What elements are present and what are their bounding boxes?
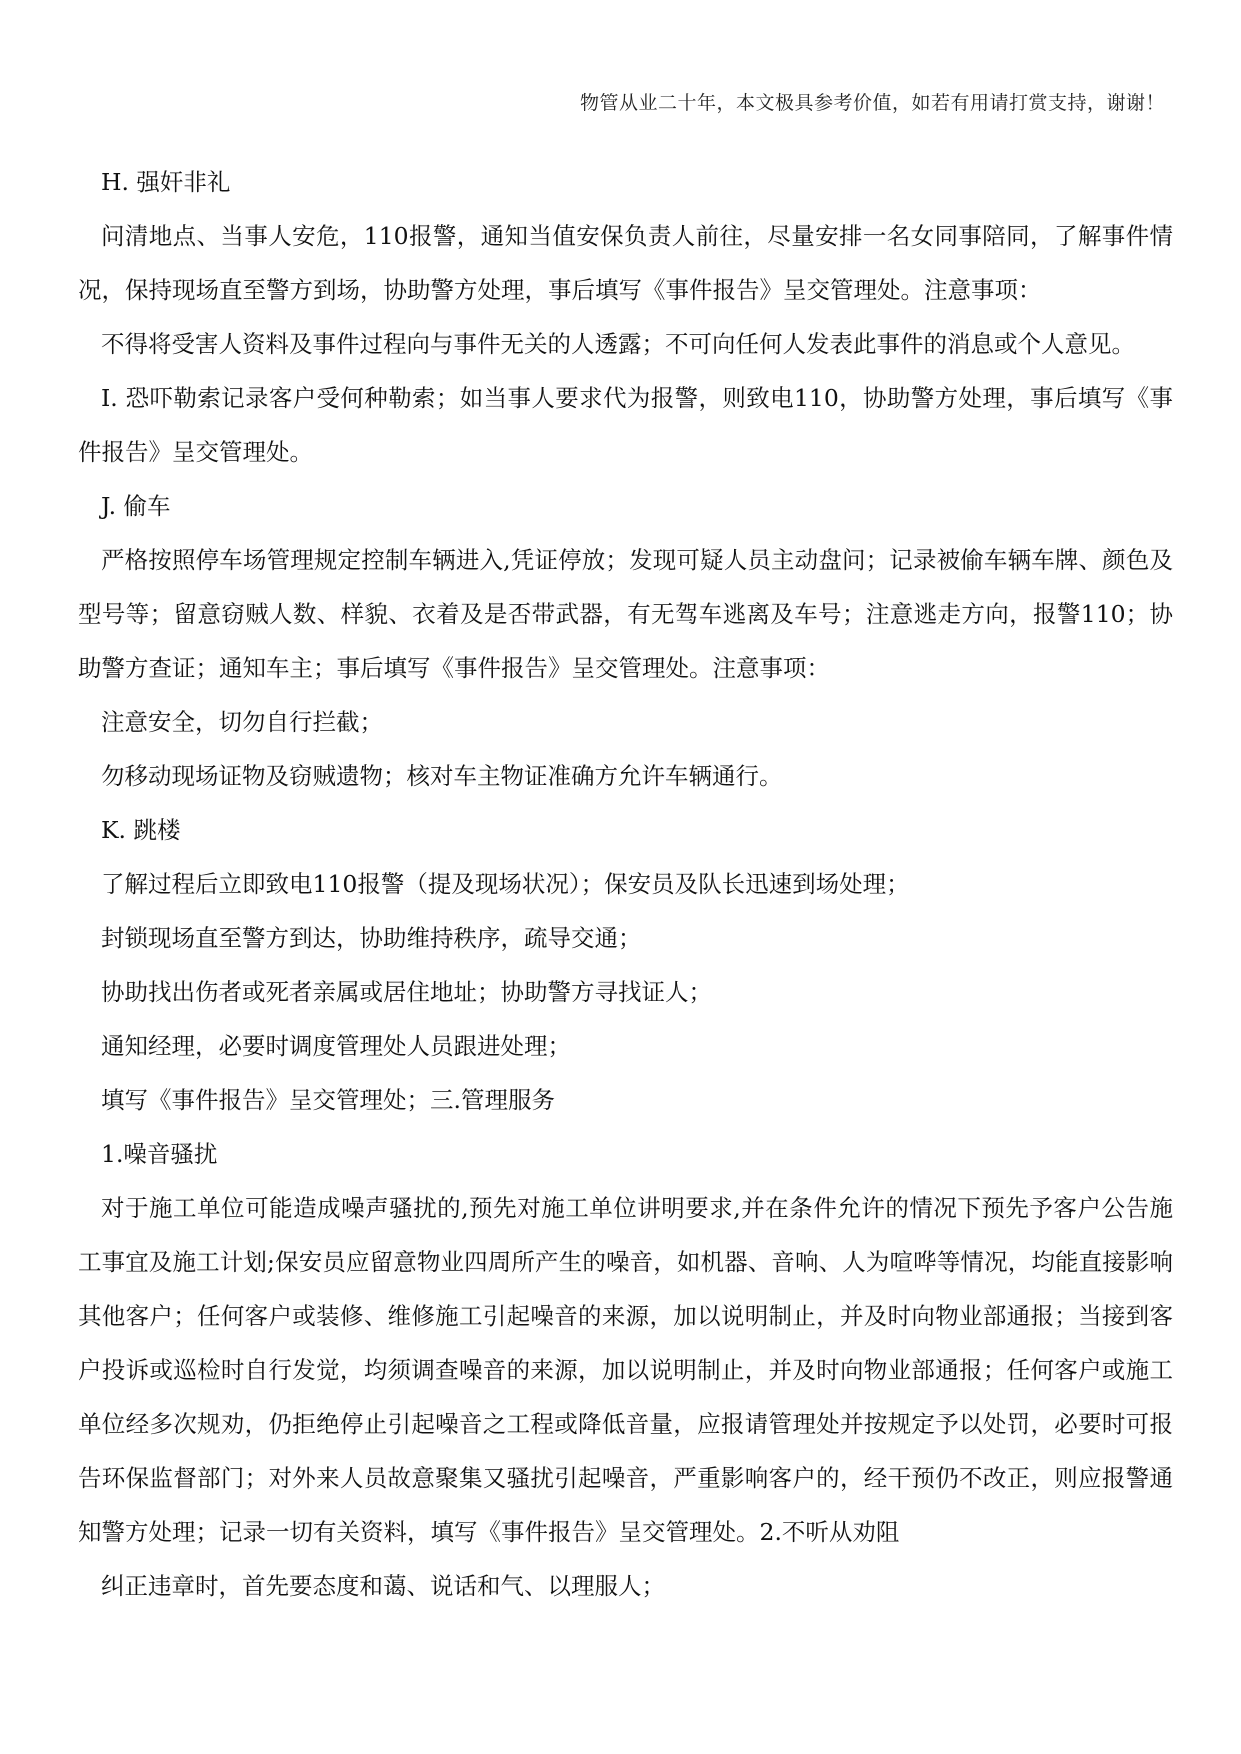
header-note: 物管从业二十年，本文极具参考价值，如若有用请打赏支持，谢谢！ bbox=[579, 92, 1165, 114]
paragraph: 协助找出伤者或死者亲属或居住地址；协助警方寻找证人； bbox=[101, 978, 712, 1006]
paragraph: 严格按照停车场管理规定控制车辆进入,凭证停放；发现可疑人员主动盘问；记录被偷车辆车牌、颜色及型号等；留意窃贼人数、样貌、衣着及是否带武器，有无驾车逃离及车号；注意逃走方向，报警110；协助警方查证；通知车主；事后填写《事件报告》呈交管理处。注意事项： bbox=[78, 546, 1173, 682]
document-body bbox=[78, 155, 1173, 1613]
paragraph: 对于施工单位可能造成噪声骚扰的,预先对施工单位讲明要求,并在条件允许的情况下预先予客户公告施工事宜及施工计划;保安员应留意物业四周所产生的噪音，如机器、音响、人为喧哗等情况，均能直接影响其他客户；任何客户或装修、维修施工引起噪音的来源，加以说明制止，并及时向物业部通报；当接到客户投诉或巡检时自行发觉，均须调查噪音的来源，加以说明制止，并及时向物业部通报；任何客户或施工单位经多次规劝，仍拒绝停止引起噪音之工程或降低音量，应报请管理处并按规定予以处罚，必要时可报告环保监督部门；对外来人员故意聚集又骚扰引起噪音，严重影响客户的，经干预仍不改正，则应报警通知警方处理；记录一切有关资料，填写《事件报告》呈交管理处。2.不听从劝阻 bbox=[78, 1194, 1173, 1546]
paragraph: 勿移动现场证物及窃贼遗物；核对车主物证准确方允许车辆通行。 bbox=[101, 762, 783, 790]
paragraph: 问清地点、当事人安危，110报警，通知当值安保负责人前往，尽量安排一名女同事陪同，了解事件情况，保持现场直至警方到场，协助警方处理，事后填写《事件报告》呈交管理处。注意事项： bbox=[78, 222, 1173, 304]
paragraph: 纠正违章时，首先要态度和蔼、说话和气、以理服人； bbox=[101, 1572, 665, 1600]
paragraph: I. 恐吓勒索记录客户受何种勒索；如当事人要求代为报警，则致电110，协助警方处理，事后填写《事件报告》呈交管理处。 bbox=[78, 384, 1173, 466]
section-heading-h: H. 强奸非礼 bbox=[101, 168, 231, 196]
section-heading-noise: 1.噪音骚扰 bbox=[101, 1140, 218, 1168]
section-heading-k: K. 跳楼 bbox=[101, 816, 181, 844]
section-heading-j: J. 偷车 bbox=[101, 492, 171, 520]
paragraph: 不得将受害人资料及事件过程向与事件无关的人透露；不可向任何人发表此事件的消息或个人意见。 bbox=[101, 330, 1135, 358]
paragraph: 了解过程后立即致电110报警（提及现场状况）；保安员及队长迅速到场处理； bbox=[101, 870, 910, 898]
paragraph: 注意安全，切勿自行拦截； bbox=[101, 708, 383, 736]
paragraph: 填写《事件报告》呈交管理处；三.管理服务 bbox=[101, 1086, 555, 1114]
paragraph: 通知经理，必要时调度管理处人员跟进处理； bbox=[101, 1032, 571, 1060]
paragraph: 封锁现场直至警方到达，协助维持秩序，疏导交通； bbox=[101, 924, 642, 952]
